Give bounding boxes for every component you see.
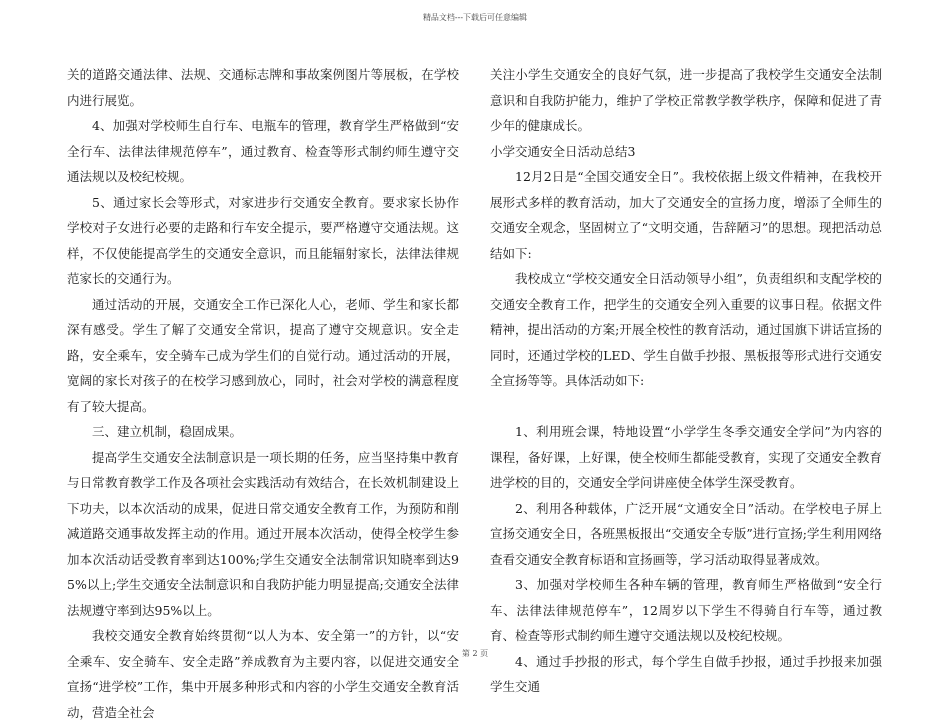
page-number: 第 2 页	[461, 649, 489, 658]
paragraph: 通过活动的开展，交通安全工作已深化人心，老师、学生和家长都深有感受。学生了解了交通安全常识，提高了遵守交规意识。安全走路，安全乘车，安全骑车己成为学生们的自觉行动。通过活动的开展，宽阔的家长对孩子的在校学习感到放心，同时，社会对学校的满意程度有了较大提高。	[67, 296, 459, 414]
paragraph: 5、通过家长会等形式，对家进步行交通安全教育。要求家长协作学校对子女进行必要的走路和行车安全提示，要严格遵守交通法规。这样，不仅使能提高学生的交通安全意识，而且能辐射家长，法律法律规范家长的交通行为。	[67, 194, 459, 286]
paragraph: 4、加强对学校师生自行车、电瓶车的管理，教育学生严格做到“安全行车、法律法律规范停车”，通过教育、检查等形式制约师生遵守交通法规以及校纪校规。	[67, 118, 459, 184]
paragraph: 我校交通安全教育始终贯彻“以人为本、安全第一”的方针，以“安全乘车、安全骑车、安全走路”养成教育为主要内容，以促进交通安全宣扬“进学校”工作，集中开展多种形式和内容的小学生交通安全教育活动，营造全社会	[67, 628, 459, 720]
paragraph: 提高学生交通安全法制意识是一项长期的任务，应当坚持集中教育与日常教育教学工作及各项社会实践活动有效结合，在长效机制建设上下功夫，以本次活动的成果，促进日常交通安全教育工作，为预防和削减道路交通事故发挥主动的作用。通过开展本次活动，使得全校学生参加本次活动话受教育率到达100%;学生交通安全法制常识知晓率到达95%以上;学生交通安全法制意识和自我防护能力明显提高;交通安全法律法规遵守率到达95%以上。	[67, 449, 459, 618]
paragraph: 4、通过手抄报的形式，每个学生自做手抄报，通过手抄报来加强学生交通	[490, 653, 882, 694]
section-title: 小学交通安全日活动总结3	[490, 143, 636, 159]
paragraph: 我校成立“学校交通安全日活动领导小组”，负责组织和支配学校的交通安全教育工作，把学生的交通安全列入重要的议事日程。依据文件精神，提出活动的方案;开展全校性的教育活动，通过国旗下讲话宣扬的同时，还通过学校的LED、学生自做手抄报、黑板报等形式进行交通安全宣扬等等。具体活动如下:	[490, 271, 882, 388]
page-header: 精品文档---下载后可任意编辑	[422, 13, 528, 22]
paragraph: 关的道路交通法律、法规、交通标志牌和事故案例图片等展板，在学校内进行展览。	[67, 67, 459, 108]
paragraph: 1、利用班会课，特地设置“小学学生冬季交通安全学问”为内容的课程，备好课，上好课，使全校师生都能受教育，实现了交通安全教育进学校的目的，交通安全学问讲座使全体学生深受教育。	[490, 424, 882, 490]
paragraph: 关注小学生交通安全的良好气氛，进一步提高了我校学生交通安全法制意识和自我防护能力，维护了学校正常教学教学秩序，保障和促进了青少年的健康成长。	[490, 67, 882, 133]
left-column	[67, 62, 459, 725]
section-heading: 三、建立机制，稳固成果。	[92, 424, 243, 439]
paragraph: 3、加强对学校师生各种车辆的管理，教育师生严格做到“安全行车、法律法律规范停车”，12周岁以下学生不得骑自行车等，通过教育、检查等形式制约师生遵守交通法规以及校纪校规。	[490, 577, 882, 643]
right-column	[490, 62, 882, 700]
paragraph: 12月2日是“全国交通安全日”。我校依据上级文件精神，在我校开展形式多样的教育活动，加大了交通安全的宣扬力度，增添了全师生的交通安全观念，坚固树立了“文明交通，告辞陋习”的思想。现把活动总结如下:	[490, 169, 882, 261]
paragraph: 2、利用各种载体，广泛开展“文通安全日”活动。在学校电子屏上宣扬交通安全日，各班黑板报出“交通安全专版”进行宣扬;学生利用网络查看交通安全教育标语和宣扬画等，学习活动取得显著成效。	[490, 500, 882, 567]
